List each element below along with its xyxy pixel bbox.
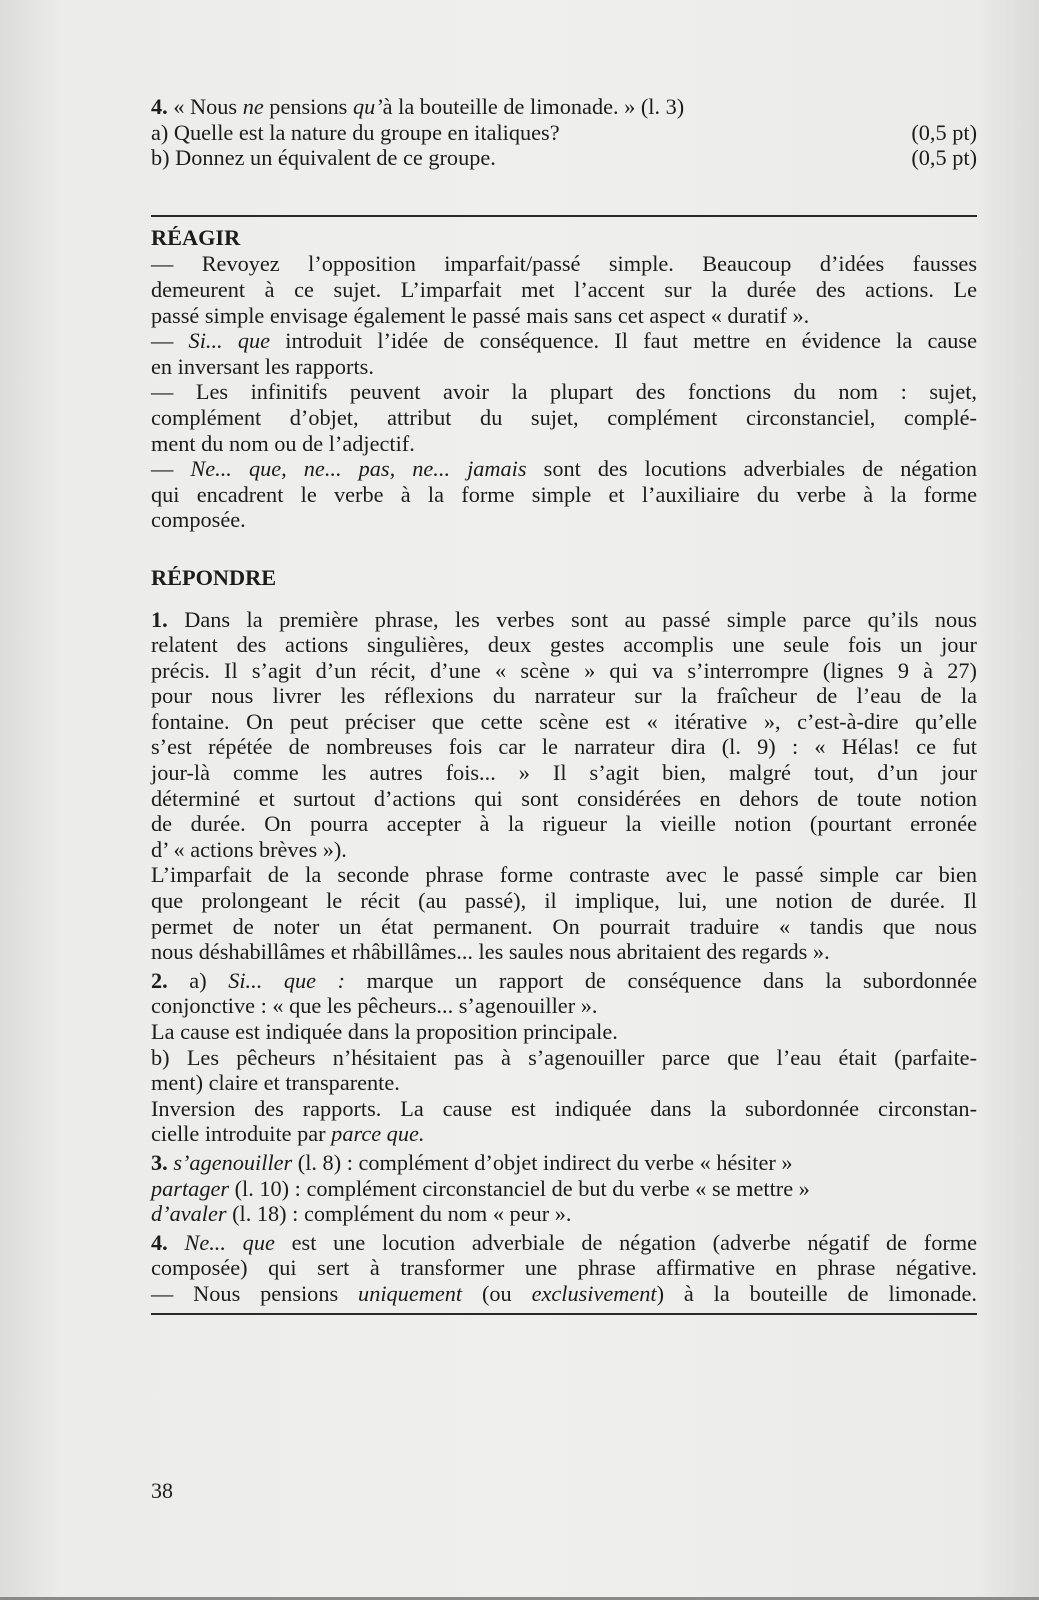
section-divider-bottom <box>151 1313 977 1315</box>
page-number: 38 <box>151 1478 173 1503</box>
reagir-section: — Revoyez l’opposition imparfait/passé simple. Beaucoup d’idées fausses demeurent à ce sujet. L’imparfait met l’accent sur la durée des actions. Le passé simple envisage également le passé mais sans cet aspect « duratif ». — Si... que introduit l’idée de conséquence. Il faut mettre en évidence la cause en inversant les rapports. — Les infinitifs peuvent avoir la plupart des fonctions du nom : sujet, complément d’objet, attribut du sujet, complément circonstanciel, complé- ment du nom ou de l’adjectif. — Ne... que, ne... pas, ne... jamais sont des locutions adverbiales de négation qui encadrent le verbe à la forme simple et l’auxiliaire du verbe à la forme composée. <box>151 251 977 533</box>
answer-2: 2. a) Si... que : marque un rapport de conséquence dans la subordonnée conjonctive : « que les pêcheurs... s’agenouiller ». La cause est indiquée dans la proposition principale. b) Les pêcheurs n’hésitaient pas à s’agenouiller parce que l’eau était (parfaite- ment) claire et transparente. Inversion des rapports. La cause est indiquée dans la subordonnée circonstan- cielle introduite par parce que. <box>151 967 977 1147</box>
section-divider <box>151 215 977 217</box>
question-4b: b) Donnez un équivalent de ce groupe. (0,5 pt) <box>151 145 977 171</box>
answer-4: 4. Ne... que est une locution adverbiale de négation (adverbe négatif de forme composée) qui sert à transformer une phrase affirmative en phrase négative. — Nous pensions uniquement (ou exclusivement) à la bouteille de limonade. <box>151 1229 978 1306</box>
section-title-repondre: RÉPONDRE <box>151 564 277 590</box>
page-content <box>151 94 977 1315</box>
question-4 <box>151 94 977 171</box>
answer-3: 3. s’agenouiller (l. 8) : complément d’objet indirect du verbe « hésiter » partager (l. 10) : complément circonstanciel de but du verbe « se mettre » d’avaler (l. 18) : complément du nom « peur ». <box>151 1149 810 1227</box>
question-4-prompt: 4. « Nous ne pensions qu’à la bouteille de limonade. » (l. 3) <box>151 94 685 119</box>
points-4a: (0,5 pt) <box>911 119 977 145</box>
answer-1: 1. Dans la première phrase, les verbes sont au passé simple parce qu’ils nous relatent des actions singulières, deux gestes accomplis une seule fois un jour précis. Il s’agit d’un récit, d’une « scène » qui va s’interrompre (lignes 9 à 27) pour nous livrer les réflexions du narrateur sur la fraîcheur de l’eau de la fontaine. On peut préciser que cette scène est « itérative », c’est-à-dire qu’elle s’est répétée de nombreuses fois car le narrateur dira (l. 9) : « Hélas! ce fut jour-là comme les autres fois... » Il s’agit bien, malgré tout, d’un jour déterminé et surtout d’actions qui sont considérées en dehors de toute notion de durée. On pourra accepter à la rigueur la vieille notion (pourtant erronée d’ « actions brèves »). L’imparfait de la seconde phrase forme contraste avec le passé simple car bien que prolongeant le récit (au passé), il implique, lui, une notion de durée. Il permet de noter un état permanent. On pourrait traduire « tandis que nous nous déshabillâmes et rhâbillâmes... les saules nous abritaient des regards ». <box>151 606 977 965</box>
points-4b: (0,5 pt) <box>911 145 977 171</box>
repondre-section <box>151 607 977 1307</box>
question-4a: a) Quelle est la nature du groupe en italiques? (0,5 pt) <box>151 119 977 145</box>
section-title-reagir: RÉAGIR <box>151 224 241 250</box>
